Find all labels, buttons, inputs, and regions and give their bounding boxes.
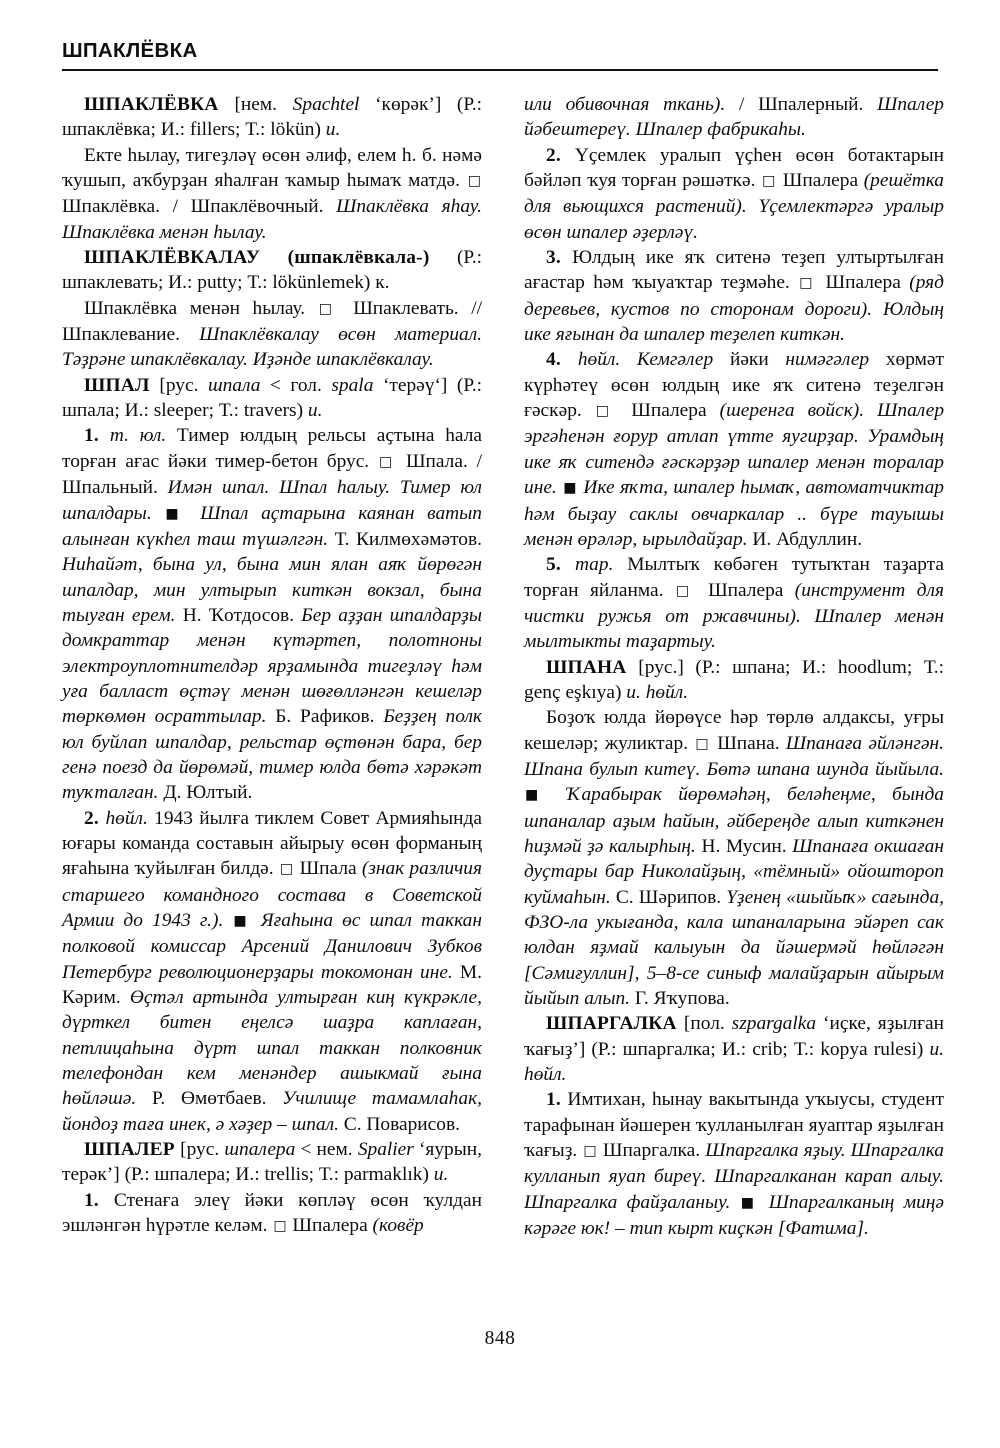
roman-text: < нем. xyxy=(295,1139,358,1161)
roman-text: Шпалера xyxy=(287,1215,373,1237)
roman-text: ‘терәү‘] (Р.: шпала; И.: sleeper; Т.: travers) xyxy=(62,374,482,422)
headword-text: ШПАНА xyxy=(546,656,639,678)
page-header xyxy=(62,40,938,71)
dictionary-entry xyxy=(524,92,944,655)
italic-text: Spalier xyxy=(357,1139,414,1161)
open-square-icon: □ xyxy=(799,275,817,292)
roman-text: хөрмәт күрһәтеү өсөн юлдың ике яҡ ситенә теҙелгән ғәскәр. xyxy=(524,349,944,422)
filled-square-icon: ■ xyxy=(740,1194,759,1211)
roman-text: [нем. xyxy=(234,94,293,115)
roman-text: Шпаклёвка. / Шпаклёвочный. xyxy=(62,196,337,218)
italic-text: шпала xyxy=(207,374,261,396)
entry-headword-line xyxy=(524,655,944,706)
italic-text: Яғаһына өс шпал таккан полковой комиссар Арсений Данилович Зубков Петербург революционерҙары токомонан ине. xyxy=(62,910,482,983)
roman-text: ‘яурын, терәк’] (Р.: шпалера; И.: trellis; Т.: parmaklık) xyxy=(62,1139,482,1186)
roman-text: Шпалера xyxy=(696,579,795,601)
roman-text: Шпала xyxy=(294,858,362,880)
roman-text: Мылтыҡ көбәген тутыҡтан таҙарта торған яйланма. xyxy=(524,554,944,601)
italic-text: (ковёр xyxy=(372,1215,424,1237)
entry-sense-paragraph xyxy=(62,296,482,373)
roman-text: йәки xyxy=(729,349,786,371)
open-square-icon: □ xyxy=(378,453,397,470)
roman-text: Шпалера xyxy=(817,272,910,294)
roman-text: С. Шәрипов. xyxy=(615,886,727,908)
roman-text: Имтихан, һынау вакытында уҡыусы, студент тарафынан йәшерен ҡулланылған яуаптар яҙылған ҡағыҙ. xyxy=(524,1089,944,1162)
italic-text: spala xyxy=(331,374,374,396)
open-square-icon: □ xyxy=(695,735,710,752)
italic-text: (решётка для вьющихся растений). Үҫемлектәргә уралыр өсөн шпалер әҙерләү. xyxy=(524,170,944,243)
roman-text: С. Поварисов. xyxy=(343,1113,460,1135)
headword-text: 1. xyxy=(84,425,110,447)
entry-sense-paragraph xyxy=(524,1087,944,1241)
entry-headword-line xyxy=(62,1137,482,1188)
italic-text: Шпаргалканың миңә кәрәге юк! – тип кырт киҫкән [Фатима]. xyxy=(524,1191,944,1240)
roman-text: Д. Юлтый. xyxy=(163,782,253,804)
dictionary-entry xyxy=(62,245,482,373)
filled-square-icon: ■ xyxy=(563,480,577,497)
open-square-icon: □ xyxy=(762,173,777,190)
dictionary-entry xyxy=(524,655,944,1012)
italic-text: и. xyxy=(433,1164,449,1186)
entry-sense-paragraph xyxy=(62,1188,482,1240)
entry-sense-paragraph xyxy=(62,143,482,245)
italic-text: (шеренга войск). Шпалер эргәһенән ғорур атлап үтте яугирҙар. Урамдың ике яҡ ситендә ғәскәрҙәр шпалер менән торалар ине. xyxy=(524,400,945,499)
roman-text: Н. Ҡотдосов. xyxy=(182,604,302,626)
entry-sense-paragraph xyxy=(524,92,944,143)
entry-headword-line xyxy=(524,1011,944,1087)
italic-text: Spachtel xyxy=(292,94,360,115)
roman-text: Шпалера xyxy=(618,400,720,422)
dictionary-entry xyxy=(62,92,482,245)
entry-sense-paragraph xyxy=(62,806,482,1137)
italic-text: szpargalka xyxy=(731,1013,817,1035)
headword-text: 3. xyxy=(546,247,573,269)
headword-text: 2. xyxy=(84,807,106,829)
roman-text: [рус. xyxy=(180,1139,225,1161)
roman-text: Шпалера xyxy=(777,170,864,192)
entry-headword-line xyxy=(62,373,482,424)
italic-text: нимәгәлер xyxy=(785,349,886,371)
italic-text: Өҫтәл артында ултырған киң күкрәкле, дүрткел битен еңелсә шаҙра каплаған, петлицаһына дүрт шпал таккан полковник телефондан кем менәндер ашыкмай ғына һөйләшә. xyxy=(62,987,482,1110)
italic-text: т. юл. xyxy=(109,425,167,447)
roman-text: [пол. xyxy=(683,1013,732,1035)
entry-sense-paragraph xyxy=(524,347,944,552)
dictionary-entry xyxy=(524,1011,944,1241)
italic-text: һөйл. xyxy=(105,807,148,829)
italic-text: Шпаклёвка яһау. Шпаклёвка менән һылау. xyxy=(62,196,482,243)
header-rule xyxy=(62,69,938,71)
roman-text: (Р.: шпаклевать; И.: putty; Т.: lökünlemek) xyxy=(62,247,482,294)
roman-text: И. Абдуллин. xyxy=(752,528,863,550)
headword-text: ШПАЛ xyxy=(84,374,160,396)
roman-text: < гол. xyxy=(260,374,332,396)
roman-text: 1943 йылға тиклем Совет Армияһында юғары команда составын айырыу өсөн форманың яғаһына ҡуйылған билдә. xyxy=(62,807,482,880)
entry-headword-line xyxy=(62,245,482,296)
open-square-icon: □ xyxy=(279,861,294,878)
roman-text: Стенаға элеү йәки көпләү өсөн ҡулдан эшләнгән һүрәтле келәм. xyxy=(62,1189,482,1237)
italic-text: и. xyxy=(307,400,323,422)
italic-text: Училище тамамлаһак, йондоҙ таға инек, ә хәҙер – шпал. xyxy=(62,1088,482,1135)
dictionary-entry xyxy=(62,373,482,1137)
roman-text: к. xyxy=(375,272,390,294)
italic-text: Шпаклёвкалау өсөн материал. Тәҙрәне шпаклёвкалау. Иҙәнде шпаклёвкалау. xyxy=(62,324,483,371)
roman-text: Тимер юлдың рельсы аҫтына һала торған ағас йәки тимер-бетон брус. xyxy=(62,425,482,472)
roman-text: Т. Килмөхәмәтов. xyxy=(334,528,482,550)
italic-text: (инструмент для чистки ружья от ржавчины). Шпалер менән мылтыкты таҙартыу. xyxy=(524,579,944,653)
headword-text: ШПАКЛЁВКА xyxy=(84,94,235,115)
italic-text: Имән шпал. Шпал һалыу. Тимер юл шпалдары. xyxy=(62,477,482,524)
italic-text: Үҙенең «шыйыҡ» сағында, ФЗО-ла укығанда, кала шпаналарына эйәреп сак юлдан яҙмай калыуын да йәшермәй һөйләгән [Сәмиғуллин], 5–8-се синыф малайҙарын айырым йыйып алып. xyxy=(524,886,944,1010)
italic-text: (ряд деревьев, кустов по сторонам дороги). Юлдың ике яғынан да шпалер теҙелеп киткән. xyxy=(524,272,944,346)
entry-sense-paragraph xyxy=(524,552,944,654)
roman-text: Б. Рафиков. xyxy=(275,706,384,728)
headword-text: 5. xyxy=(546,554,575,576)
roman-text: Шпала. / Шпальный. xyxy=(62,450,482,499)
italic-text: Беҙҙең полк юл буйлап шпалдар, рельстар өҫтөнән бара, бер генә поезд да йөрөмәй, тимер юлда бөтә хәрәкәт туҡталған. xyxy=(62,706,482,804)
roman-text: / Шпалерный. xyxy=(738,94,878,115)
headword-text: 4. xyxy=(546,349,578,371)
roman-text: Юлдың ике яҡ ситенә теҙеп ултыртылған ағастар һәм ҡыуаҡтар теҙмәһе. xyxy=(524,247,944,294)
roman-text: Шпаклевать. // Шпаклевание. xyxy=(62,297,483,346)
filled-square-icon: ■ xyxy=(165,505,187,522)
roman-text: Шпаргалка. xyxy=(597,1140,706,1162)
headword-text: 2. xyxy=(546,144,575,166)
roman-text: [рус. xyxy=(159,374,208,396)
italic-text: и. һөйл. xyxy=(626,681,689,703)
italic-text: (знак различия старшего командного состава в Советской Армии до 1943 г.). xyxy=(62,858,482,931)
entry-sense-paragraph xyxy=(62,423,482,805)
roman-text: М. Кәрим. xyxy=(62,961,482,1009)
italic-text: Ниһайәт, бына ул, бына мин ялан аяҡ йөрөгән шпалдар, мин ултырып киткән вокзал, бына тыуған ерем. xyxy=(62,554,482,626)
open-square-icon: □ xyxy=(467,173,481,190)
italic-text: шпалера xyxy=(224,1139,296,1161)
roman-text: Р. Өмөтбаев. xyxy=(152,1088,283,1110)
headword-text: ШПАРГАЛКА xyxy=(546,1013,684,1035)
roman-text: Шпаклёвка менән һылау. xyxy=(84,297,318,319)
filled-square-icon: ■ xyxy=(233,913,251,929)
roman-text: [рус.] (Р.: шпана; И.: hoodlum; Т.: genç eşkıya) xyxy=(524,656,944,703)
roman-text: ‘көрәк’] (Р.: шпаклёвка; И.: fillers; Т.: lökün) xyxy=(62,94,482,141)
italic-text: һөйл. Кемгәлер xyxy=(577,349,730,371)
column-right xyxy=(524,92,944,1241)
running-head: ШПАКЛЁВКА xyxy=(62,39,198,62)
roman-text: Г. Яҡупова. xyxy=(634,988,730,1010)
italic-text: Бер аҙҙан шпалдарҙы домкраттар менән күтәртеп, полотноны электроуплотнителдәр ярҙамында тигеҙләү һәм уға балласт өҫтәү менән шөғөлләнгән кешеләр төркөмөн осраттылар. xyxy=(62,604,482,728)
dictionary-entry xyxy=(62,1137,482,1239)
entry-sense-paragraph xyxy=(524,705,944,1011)
text-columns xyxy=(62,92,944,1241)
italic-text: Шпанаға окшаған дуҫтары бар Николайҙың, «тёмный» ойоштороп куймаһын. xyxy=(524,835,944,908)
italic-text: Шпаргалка яҙыу. Шпаргалка кулланып яуап биреү. Шпаргалканан карап алыу. Шпаргалка файҙаланыу. xyxy=(524,1140,944,1213)
italic-text: Ҡарабырак йөрөмәһәң, беләһеңме, бында шпаналар аҙым һайын, әйбереңде алып киткәнен һиҙмәй ҙә калырһың. xyxy=(524,784,944,857)
filled-square-icon: ■ xyxy=(525,787,550,804)
italic-text: Шпалер йәбештереү. Шпалер фабрикаһы. xyxy=(524,94,944,141)
roman-text: Боҙоҡ юлда йөрөүсе һәр төрлө алдаксы, уғры кешеләр; жуликтар. xyxy=(524,707,944,754)
italic-text: и. xyxy=(325,119,341,141)
roman-text: Үҫемлек уралып үҫһен өсөн ботактарын бәйләп ҡуя торған рәшәткә. xyxy=(524,144,944,192)
open-square-icon: □ xyxy=(675,582,696,599)
entry-sense-paragraph xyxy=(524,245,944,347)
italic-text: Шпанаға әйләнгән. Шпана булып китеү. Бөтә шпана шунда йыйыла. xyxy=(524,732,944,780)
page-number: 848 xyxy=(484,1328,516,1349)
italic-text: Ике яҡта, шпалер һымаҡ, автоматчиктар һәм быҙау саклы овчаркалар .. бүре тауышы менән өрәләр, ырылдайҙар. xyxy=(524,477,945,550)
italic-text: Шпал аҫтарына каянан ватып алынған күкһел таш түшәлгән. xyxy=(62,502,482,550)
roman-text: Екте һылау, тигеҙләү өсөн әлиф, елем һ. б. нәмә ҡушып, аҡбурҙан яһалған ҡамыр һымаҡ матдә. xyxy=(62,144,482,192)
roman-text: Н. Мусин. xyxy=(701,835,793,857)
entry-sense-paragraph xyxy=(524,143,944,245)
headword-text: ШПАЛЕР xyxy=(84,1139,181,1161)
open-square-icon: □ xyxy=(595,403,618,420)
italic-text: или обивочная ткань). xyxy=(524,94,739,115)
headword-text: 1. xyxy=(546,1089,568,1111)
open-square-icon: □ xyxy=(583,1143,597,1160)
headword-text: 1. xyxy=(84,1189,114,1211)
roman-text: ‘иҫке, яҙылған ҡағыҙ’] (Р.: шпаргалка; И.: crib; Т.: kopya rulesi) xyxy=(524,1013,945,1060)
italic-text: тар. xyxy=(574,554,614,576)
roman-text: Шпана. xyxy=(710,732,786,754)
open-square-icon: □ xyxy=(318,300,340,317)
open-square-icon: □ xyxy=(273,1218,287,1235)
column-left xyxy=(62,92,482,1239)
headword-text: ШПАКЛЁВКАЛАУ (шпаклёвкала-) xyxy=(84,247,457,269)
italic-text: и. һөйл. xyxy=(524,1038,944,1086)
entry-headword-line xyxy=(62,92,482,143)
